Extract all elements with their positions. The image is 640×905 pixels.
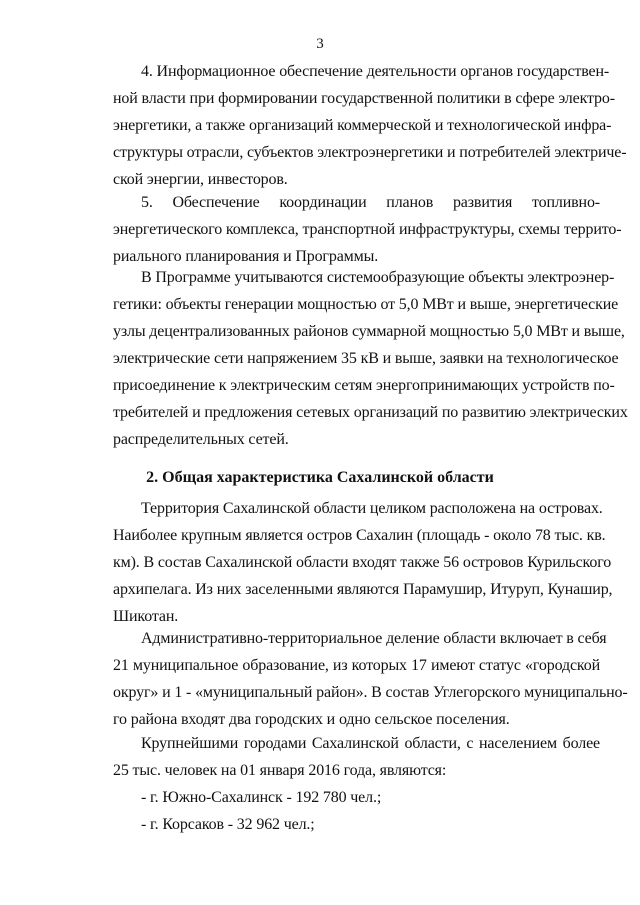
text-line: 21 муниципальное образование, из которых 17 имеют статус «городской [113, 657, 600, 674]
text-line: 4. Информационное обеспечение деятельности органов государствен- [141, 63, 610, 80]
section-heading: 2. Общая характеристика Сахалинской области [146, 469, 494, 486]
text-line: гетики: объекты генерации мощностью от 5,0 МВт и выше, энергетические [113, 296, 619, 313]
text-line: распределительных сетей. [113, 431, 289, 448]
text-line: энергетики, а также организаций коммерческой и технологической инфра- [113, 117, 612, 134]
paragraph-territory [113, 495, 613, 630]
paragraph-cities [113, 730, 600, 784]
paragraph-item-5 [113, 189, 622, 270]
text-line: 25 тыс. человек на 01 января 2016 года, являются: [113, 762, 447, 779]
text-line: Шикотан. [113, 608, 179, 625]
text-line: Административно-территориальное деление области включает в себя [141, 630, 607, 647]
text-line: Территория Сахалинской области целиком расположена на островах. [141, 500, 603, 517]
paragraph-admin [113, 625, 628, 733]
text-line: архипелага. Из них заселенными являются Парамушир, Итуруп, Кунашир, [113, 581, 613, 598]
text-line: 5. Обеспечение координации планов развития топливно- [141, 194, 600, 211]
text-line: энергетического комплекса, транспортной инфраструктуры, схемы террито- [113, 221, 622, 238]
text-line: В Программе учитываются системообразующие объекты электроэнер- [141, 269, 615, 286]
list-item: - г. Южно-Сахалинск - 192 780 чел.; [141, 789, 382, 806]
text-line: требителей и предложения сетевых организаций по развитию электрических [113, 404, 628, 421]
list-item: - г. Корсаков - 32 962 чел.; [141, 816, 315, 833]
text-line: км). В состав Сахалинской области входят также 56 островов Курильского [113, 554, 612, 571]
text-line: структуры отрасли, субъектов электроэнергетики и потребителей электриче- [113, 144, 627, 161]
city-list [113, 784, 600, 838]
text-line: ской энергии, инвесторов. [113, 171, 288, 188]
text-line: го района входят два городских и одно сельское поселения. [113, 711, 510, 728]
text-line: узлы децентрализованных районов суммарной мощностью 5,0 МВт и выше, [113, 323, 625, 340]
text-line: электрические сети напряжением 35 кВ и выше, заявки на технологическое [113, 350, 619, 367]
text-line: округ» и 1 - «муниципальный район». В состав Углегорского муниципально- [113, 684, 628, 701]
page-number: 3 [316, 36, 324, 52]
paragraph-objects [113, 264, 628, 453]
text-line: Наиболее крупным является остров Сахалин (площадь - около 78 тыс. кв. [113, 527, 606, 544]
text-line: Крупнейшими городами Сахалинской области, с населением более [141, 735, 600, 752]
text-line: ной власти при формировании государственной политики в сфере электро- [113, 90, 615, 107]
text-line: присоединение к электрическим сетям энергопринимающих устройств по- [113, 377, 615, 394]
paragraph-item-4 [113, 58, 627, 193]
text-line: риального планирования и Программы. [113, 248, 379, 265]
